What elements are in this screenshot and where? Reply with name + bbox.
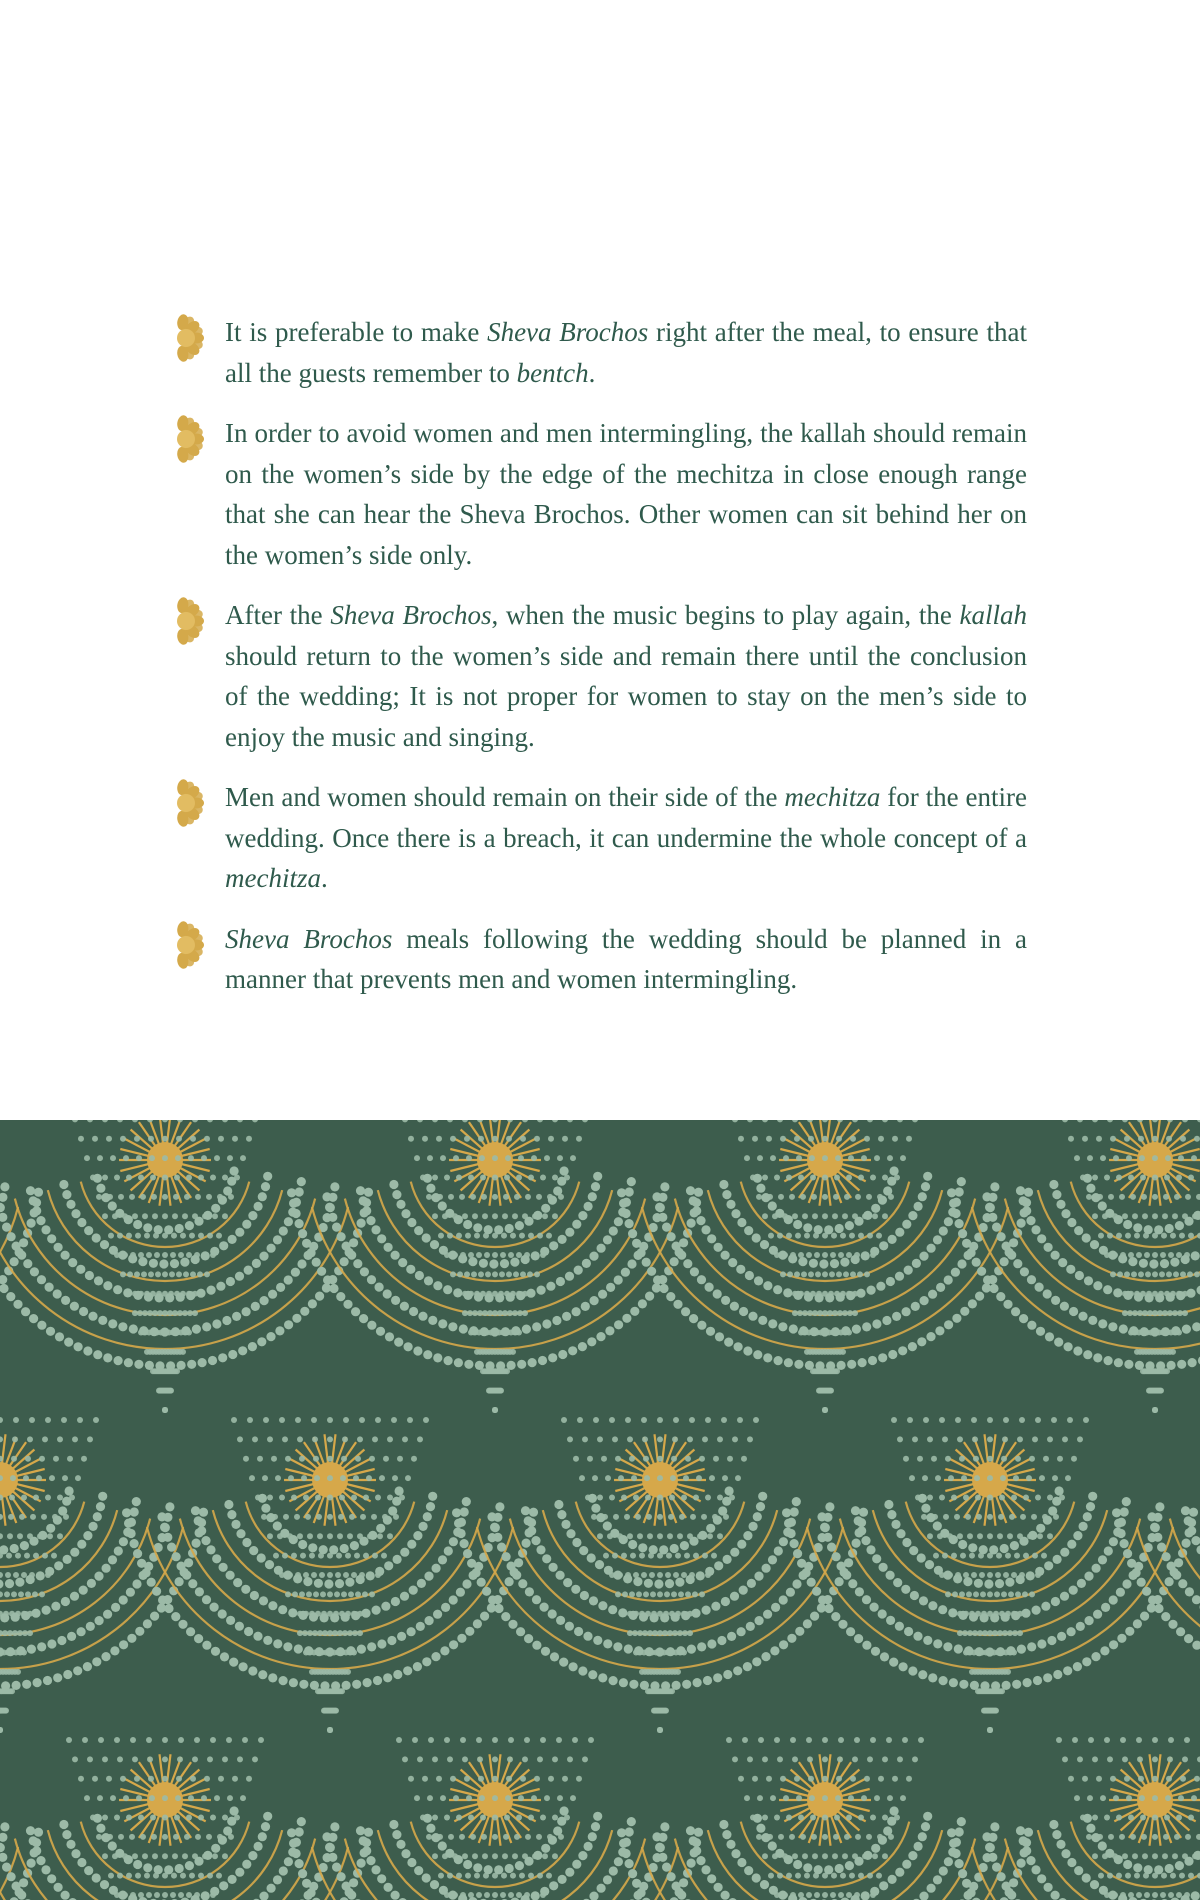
bullet-list xyxy=(172,312,1027,1020)
italic-term: kallah xyxy=(959,600,1027,630)
bullet-item xyxy=(172,413,1027,575)
bullet-text xyxy=(225,919,1027,1000)
italic-term: mechitza xyxy=(784,782,881,812)
text-run: In order to avoid women and men intermingling, the kallah should remain on the women’s side by the edge of the mechitza in close enough range that she can hear the Sheva Brochos. Other women can sit behind her on the women’s side only. xyxy=(225,418,1027,570)
gold-flower-icon xyxy=(172,921,212,969)
gold-flower-icon xyxy=(172,597,212,645)
text-run: After the xyxy=(225,600,331,630)
text-run: should return to the women’s side and remain there until the conclusion of the wedding; It is not proper for women to stay on the men’s side to enjoy the music and singing. xyxy=(225,640,1027,752)
italic-term: Sheva Brochos xyxy=(487,317,649,347)
text-run: for the entire wedding. Once there is a breach, it can undermine the whole concept of a xyxy=(225,782,1027,853)
bullet-text xyxy=(225,413,1027,575)
bullet-item xyxy=(172,312,1027,393)
bullet-item xyxy=(172,777,1027,899)
bullet-text xyxy=(225,312,1027,393)
italic-term: Sheva Brochos xyxy=(330,600,492,630)
bullet-item xyxy=(172,919,1027,1000)
italic-term: bentch xyxy=(516,357,589,388)
bullet-text xyxy=(225,777,1027,899)
gold-flower-icon xyxy=(172,415,212,463)
gold-flower-icon xyxy=(172,314,212,362)
bullet-text xyxy=(225,595,1027,757)
text-run: right after the meal, to ensure that all the guests remember to xyxy=(225,317,1028,388)
text-run: . xyxy=(588,357,596,388)
text-run: . xyxy=(320,863,328,893)
italic-term: Sheva Brochos xyxy=(225,923,393,954)
text-run: Men and women should remain on their side of the xyxy=(225,782,785,812)
bullet-item xyxy=(172,595,1027,757)
italic-term: mechitza xyxy=(225,863,321,893)
text-run: , when the music begins to play again, the xyxy=(491,600,960,630)
text-run: meals following the wedding should be planned in a manner that prevents men and women intermingling. xyxy=(225,923,1027,994)
text-run: It is preferable to make xyxy=(225,317,488,347)
decorative-pattern xyxy=(0,1120,1200,1900)
gold-flower-icon xyxy=(172,779,212,827)
